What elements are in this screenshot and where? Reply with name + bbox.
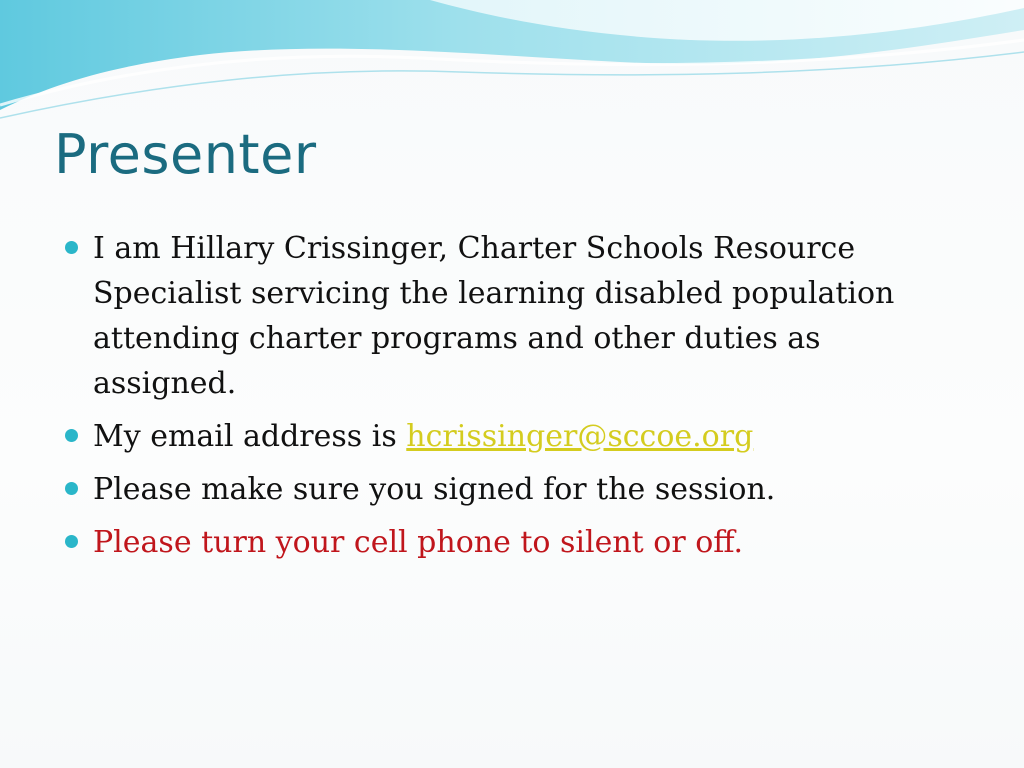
bullet-presenter-intro	[62, 226, 962, 406]
bullet-phone-notice	[62, 520, 962, 565]
bullet-text: Please make sure you signed for the session.	[93, 472, 776, 507]
bullet-sign-in	[62, 467, 962, 512]
bullet-email	[62, 414, 962, 459]
bullet-text: I am Hillary Crissinger, Charter Schools Resource Specialist servicing the learning disabled population attending charter programs and other duties as assigned.	[93, 231, 895, 401]
bullet-dot-icon	[65, 482, 78, 495]
email-link[interactable]: hcrissinger@sccoe.org	[406, 419, 754, 454]
bullet-dot-icon	[65, 429, 78, 442]
bullet-text-warning: Please turn your cell phone to silent or off.	[93, 525, 744, 560]
wave-decoration	[0, 0, 1024, 130]
bullet-dot-icon	[65, 241, 78, 254]
bullet-list	[62, 226, 962, 573]
bullet-text: My email address is	[93, 419, 407, 454]
bullet-dot-icon	[65, 535, 78, 548]
slide-title: Presenter	[54, 123, 317, 186]
